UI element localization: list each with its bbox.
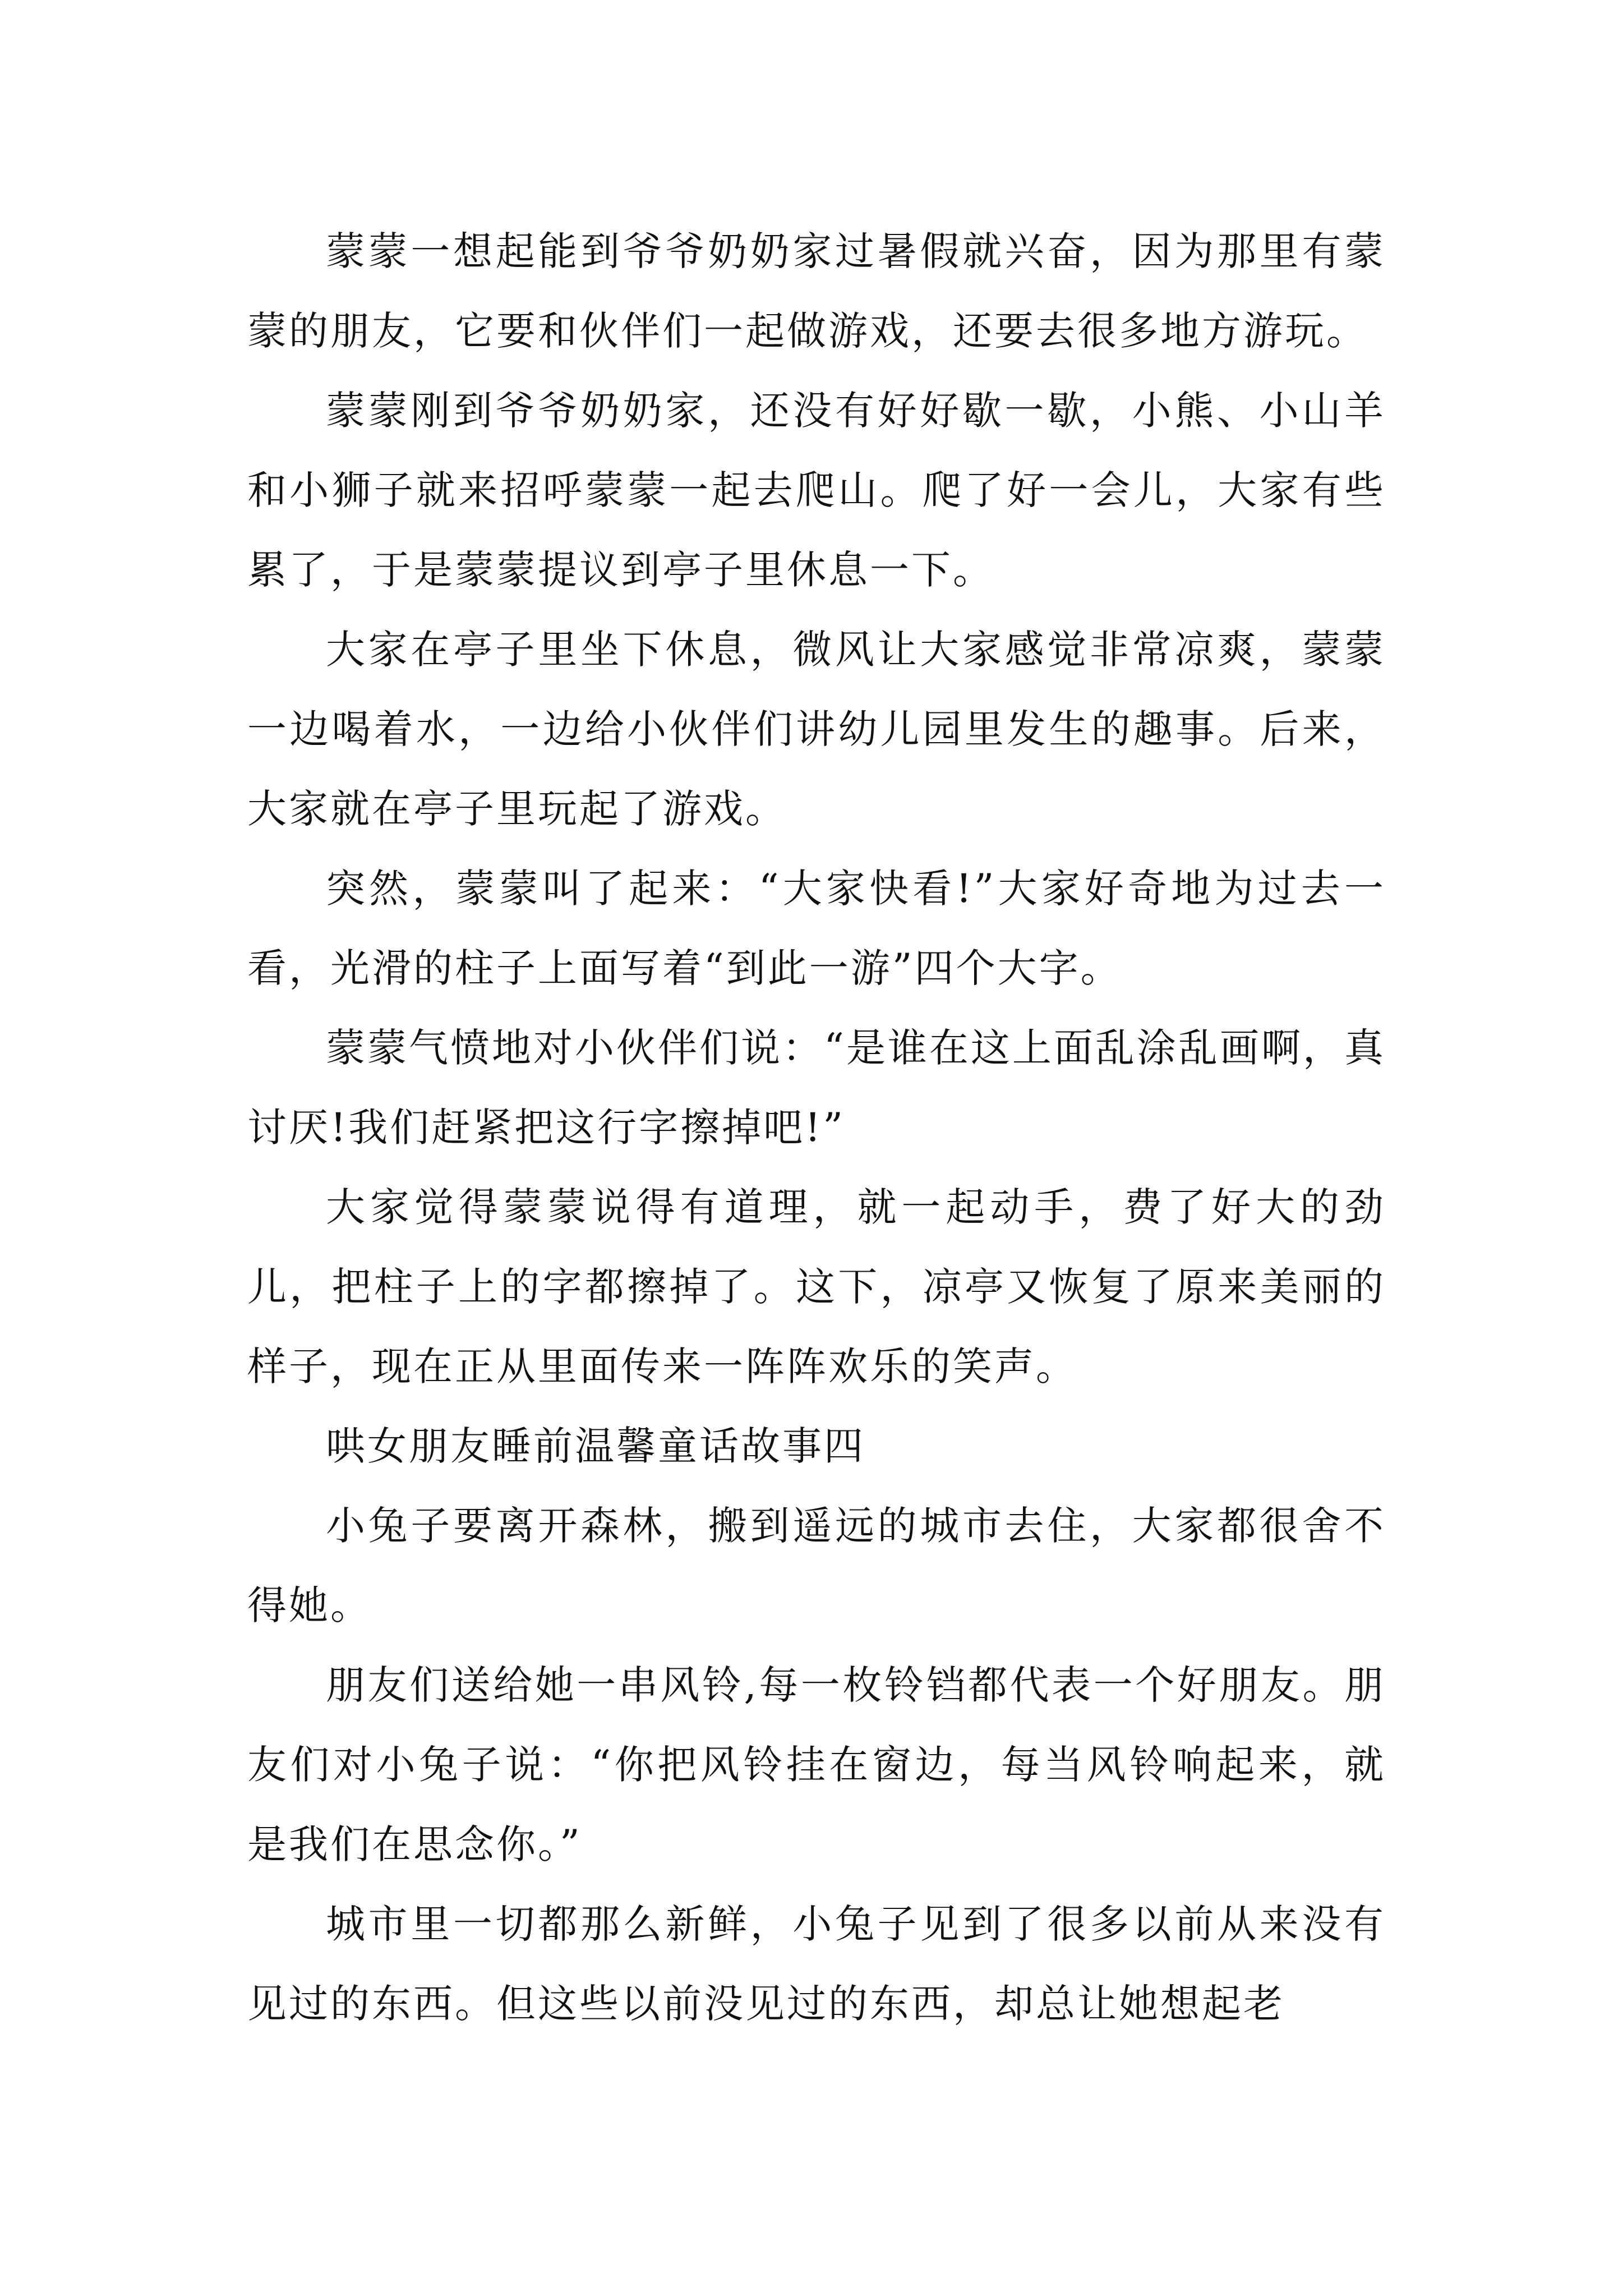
paragraph-4: 突然，蒙蒙叫了起来：“大家快看!”大家好奇地为过去一看，光滑的柱子上面写着“到此一游”四个大字。 bbox=[247, 866, 1386, 991]
paragraph-3: 大家在亭子里坐下休息，微风让大家感觉非常凉爽，蒙蒙一边喝着水，一边给小伙伴们讲幼儿园里发生的趣事。后来，大家就在亭子里玩起了游戏。 bbox=[247, 627, 1386, 832]
paragraph-6: 大家觉得蒙蒙说得有道理，就一起动手，费了好大的劲儿，把柱子上的字都擦掉了。这下，凉亭又恢复了原来美丽的样子，现在正从里面传来一阵阵欢乐的笑声。 bbox=[247, 1184, 1386, 1389]
paragraph-9: 城市里一切都那么新鲜，小兔子见到了很多以前从来没有见过的东西。但这些以前没见过的东西，却总让她想起老 bbox=[247, 1901, 1386, 2027]
section-heading: 哄女朋友睡前温馨童话故事四 bbox=[326, 1423, 865, 1469]
paragraph-8: 朋友们送给她一串风铃,每一枚铃铛都代表一个好朋友。朋友们对小兔子说：“你把风铃挂在窗边，每当风铃响起来，就是我们在思念你。” bbox=[247, 1662, 1386, 1867]
paragraph-2: 蒙蒙刚到爷爷奶奶家，还没有好好歇一歇，小熊、小山羊和小狮子就来招呼蒙蒙一起去爬山。爬了好一会儿，大家有些累了，于是蒙蒙提议到亭子里休息一下。 bbox=[247, 388, 1386, 593]
paragraph-5: 蒙蒙气愤地对小伙伴们说：“是谁在这上面乱涂乱画啊，真讨厌!我们赶紧把这行字擦掉吧!” bbox=[247, 1025, 1386, 1151]
paragraph-1: 蒙蒙一想起能到爷爷奶奶家过暑假就兴奋，因为那里有蒙蒙的朋友，它要和伙伴们一起做游戏，还要去很多地方游玩。 bbox=[247, 228, 1386, 354]
paragraph-7: 小兔子要离开森林，搬到遥远的城市去住，大家都很舍不得她。 bbox=[247, 1503, 1386, 1628]
document-body bbox=[247, 211, 1386, 2044]
